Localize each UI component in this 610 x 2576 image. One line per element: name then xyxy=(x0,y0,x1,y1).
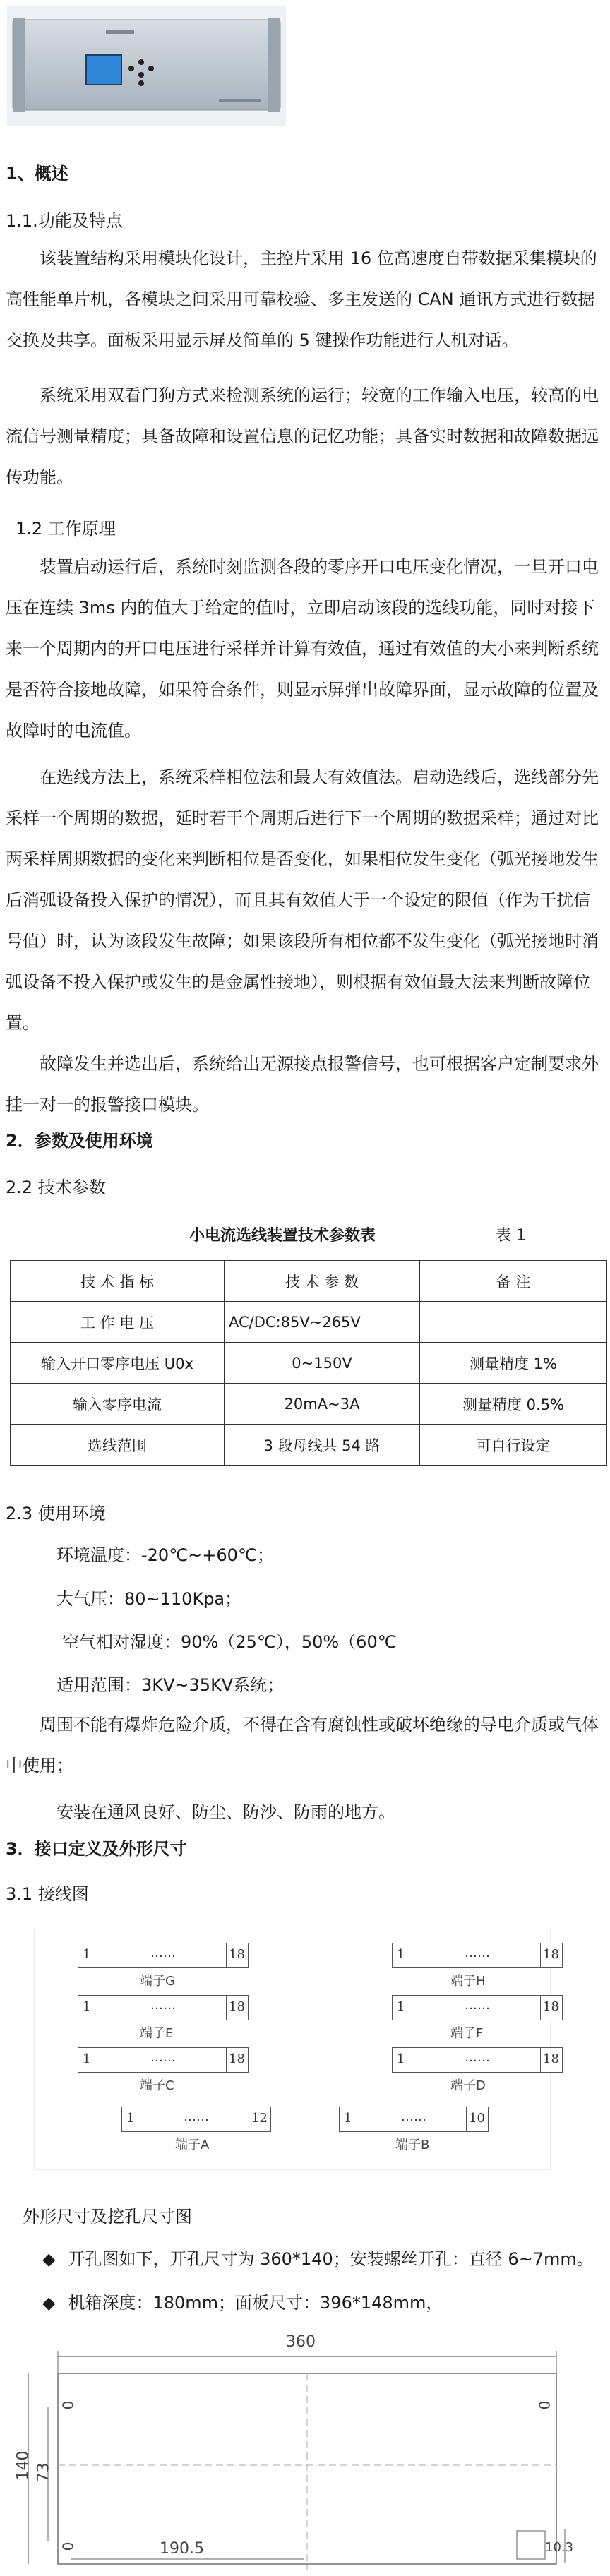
table-cell: 工 作 电 压 xyxy=(11,1302,225,1343)
subsection-title: 2.2 技术参数 xyxy=(6,1178,106,1197)
subsection-title: 1.2 工作原理 xyxy=(16,519,116,539)
paragraph: 故障发生并选出后，系统给出无源接点报警信号，也可根据客户定制要求外挂一对一的报警接口模块。 xyxy=(6,1054,599,1115)
dimension-drawing xyxy=(7,2330,607,2570)
table-row xyxy=(11,1343,607,1384)
terminal-f: 1 …… 18 xyxy=(392,1995,563,2020)
env-range: 适用范围：3KV~35KV系统； xyxy=(56,1675,285,1695)
table-header-cell: 备 注 xyxy=(420,1261,607,1302)
env-humidity: 空气相对湿度：90%（25℃），50%（60℃ xyxy=(62,1632,397,1652)
terminal-label: 端子H xyxy=(450,1974,486,1989)
bottom-dimension: 190.5 xyxy=(160,2540,204,2558)
paragraph: 装置启动运行后，系统时刻监测各段的零序开口电压变化情况，一旦开口电压在连续 3ms 内的值大于给定的值时，立即启动该段的选线功能，同时对接下来一个周期内的开口电压进行采样并计算有效值，通过有效值的大小来判断系统是否符合接地故障，如果符合条件，则显示屏弹出故障界面，显示故障的位置及故障时的电流值。 xyxy=(6,557,599,741)
env-temperature: 环境温度：-20℃~+60℃； xyxy=(56,1545,274,1565)
terminal-d: 1 …… 18 xyxy=(392,2047,563,2073)
section-title: 3．接口定义及外形尺寸 xyxy=(6,1839,187,1859)
table-cell: 输入零序电流 xyxy=(11,1384,225,1425)
hole-mark: 0 xyxy=(59,2400,77,2410)
terminal-c: 1 …… 18 xyxy=(78,2047,249,2073)
section-title: 1、概述 xyxy=(6,164,68,184)
table-cell xyxy=(420,1302,607,1343)
hole-mark: 0 xyxy=(536,2400,554,2410)
env-pressure: 大气压：80~110Kpa； xyxy=(56,1589,242,1609)
paragraph: 在选线方法上，系统采样相位法和最大有效值法。启动选线后，选线部分先采样一个周期的数据，延时若干个周期后进行下一个周期的数据采样；通过对比两采样周期数据的变化来判断相位是否变化，如果相位发生变化（弧光接地发生后消弧设备投入保护的情况），而且其有效值大于一个设定的限值（作为干扰信号值）时，认为该段发生故障；如果该段所有相位都不发生变化（弧光接地时消弧设备不投入保护或发生的是金属性接地），则根据有效值最大法来判断故障位置。 xyxy=(6,767,599,1033)
env-install: 安装在通风良好、防尘、防沙、防雨的地方。 xyxy=(56,1802,395,1822)
table-number: 表 1 xyxy=(496,1227,526,1245)
side-dimension: 10.3 xyxy=(545,2540,574,2555)
terminal-label: 端子F xyxy=(450,2026,484,2041)
table-header-cell: 技 术 参 数 xyxy=(225,1261,420,1302)
table-title: 小电流选线装置技术参数表 xyxy=(189,1227,376,1245)
terminal-label: 端子E xyxy=(140,2026,174,2041)
table-header-row xyxy=(11,1261,607,1302)
subsection-title: 2.3 使用环境 xyxy=(6,1504,106,1523)
table-cell: 3 段母线共 54 路 xyxy=(225,1425,420,1466)
table-cell: 可自行设定 xyxy=(420,1425,607,1466)
table-row xyxy=(11,1302,607,1343)
terminal-b: 1 …… 10 xyxy=(339,2107,489,2132)
width-dimension: 360 xyxy=(286,2333,316,2351)
terminal-label: 端子G xyxy=(140,1974,175,1989)
dims-title: 外形尺寸及挖孔尺寸图 xyxy=(23,2207,192,2227)
paragraph: 该装置结构采用模块化设计，主控片采用 16 位高速度自带数据采集模块的高性能单片机，各模块之间采用可靠校验、多主发送的 CAN 通讯方式进行数据交换及共享。面板采用显示屏及简单的 5 键操作功能进行人机对话。 xyxy=(6,248,597,350)
table-cell: 20mA~3A xyxy=(225,1384,420,1425)
hole-offset-dimension: 73 xyxy=(35,2462,53,2483)
table-cell: 测量精度 1% xyxy=(420,1343,607,1384)
terminal-label: 端子D xyxy=(450,2078,486,2093)
table-cell: 0~150V xyxy=(225,1343,420,1384)
table-cell: 测量精度 0.5% xyxy=(420,1384,607,1425)
env-medium: 周围不能有爆炸危险介质，不得在含有腐蚀性或破坏绝缘的导电介质或气体中使用； xyxy=(6,1715,599,1775)
terminal-label: 端子A xyxy=(175,2138,210,2152)
table-cell: AC/DC:85V~265V xyxy=(225,1302,420,1343)
spec-table xyxy=(10,1260,607,1466)
section-title: 2．参数及使用环境 xyxy=(6,1131,153,1151)
terminal-a: 1 …… 12 xyxy=(121,2107,271,2132)
bullet-item: ◆ 开孔图如下，开孔尺寸为 360*140；安装螺丝开孔：直径 6~7mm。 xyxy=(42,2245,594,2270)
wiring-diagram xyxy=(28,1922,593,2190)
terminal-label: 端子B xyxy=(395,2138,430,2152)
terminal-g: 1 …… 18 xyxy=(78,1943,249,1968)
device-photo xyxy=(7,6,286,126)
table-header-cell: 技 术 指 标 xyxy=(11,1261,225,1302)
table-row xyxy=(11,1425,607,1466)
hole-mark: 0 xyxy=(59,2541,77,2551)
subsection-title: 1.1.功能及特点 xyxy=(6,211,123,231)
terminal-label: 端子C xyxy=(140,2078,174,2093)
bullet-item: ◆ 机箱深度：180mm；面板尺寸：396*148mm， xyxy=(42,2289,443,2313)
paragraph: 系统采用双看门狗方式来检测系统的运行；较宽的工作输入电压，较高的电流信号测量精度；具备故障和设置信息的记忆功能；具备实时数据和故障数据远传功能。 xyxy=(6,385,599,487)
terminal-h: 1 …… 18 xyxy=(392,1943,563,1968)
table-cell: 选线范围 xyxy=(11,1425,225,1466)
subsection-title: 3.1 接线图 xyxy=(6,1884,89,1904)
terminal-e: 1 …… 18 xyxy=(78,1995,249,2020)
table-row xyxy=(11,1384,607,1425)
height-dimension: 140 xyxy=(14,2450,32,2481)
table-cell: 输入开口零序电压 U0x xyxy=(11,1343,225,1384)
